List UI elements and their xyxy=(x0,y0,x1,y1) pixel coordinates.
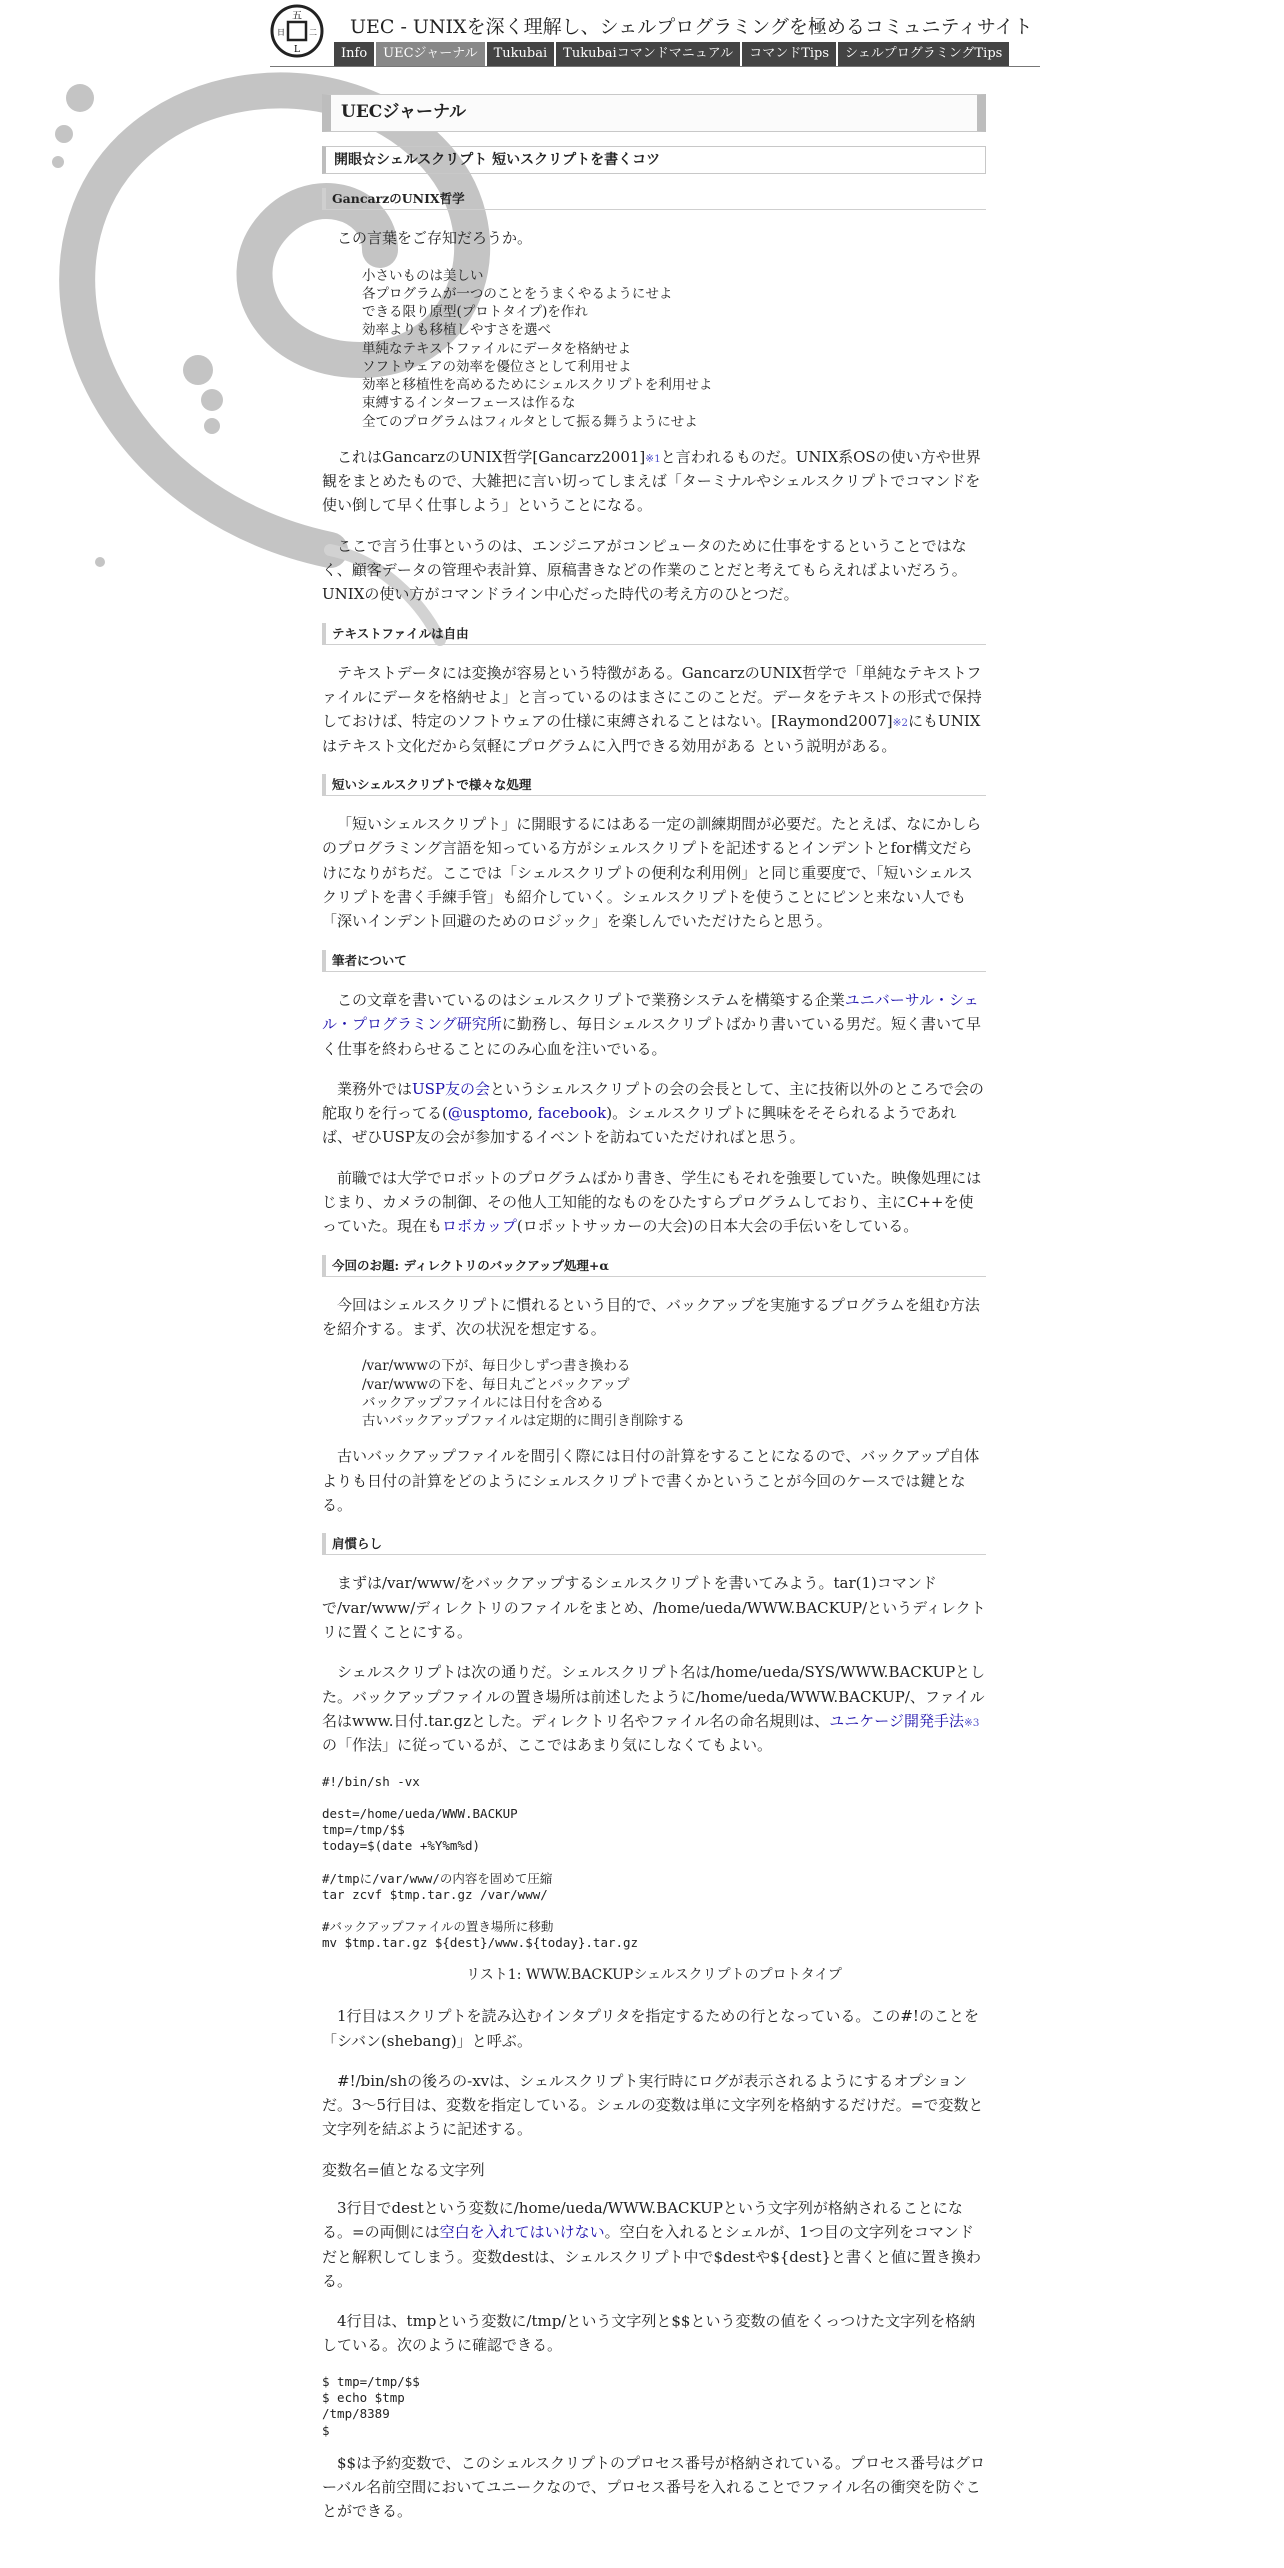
code-line: $ tmp=/tmp/$$ xyxy=(322,2373,420,2389)
situation-list xyxy=(362,1357,986,1430)
paragraph xyxy=(322,988,986,1061)
footnote-link[interactable]: ※1 xyxy=(645,452,661,465)
list-item: 単純なテキストファイルにデータを格納せよ xyxy=(362,340,632,357)
unicage-link[interactable]: ユニケージ開発手法 xyxy=(829,1711,964,1730)
section-heading: GancarzのUNIX哲学 xyxy=(322,188,986,210)
section-heading: テキストファイルは自由 xyxy=(322,623,986,645)
site-logo[interactable] xyxy=(270,4,324,58)
text: 前職では大学でロボットのプログラムばかり書き、学生にもそれを強要していた。映像処理にはじまり、カメラの制御、その他人工知能的なものをひたすらプログラムしており、主にC++を使っていた。現在も xyxy=(322,1168,982,1236)
usp-lab-link[interactable]: ユニバーサル・シェル・プログラミング研究所 xyxy=(322,990,979,1034)
section-heading: 今回のお題: ディレクトリのバックアップ処理+α xyxy=(322,1255,986,1277)
paragraph: 古いバックアップファイルを間引く際には日付の計算をすることになるので、バックアップ自体よりも日付の計算をどのようにシェルスクリプトで書くかということが今回のケースでは鍵となる。 xyxy=(322,1447,980,1514)
text: にもUNIXはテキスト文化だから気軽にプログラムに入門できる効用がある という説明がある。 xyxy=(322,712,981,755)
list-item: 効率よりも移植しやすさを選べ xyxy=(362,322,551,339)
paragraph xyxy=(322,1077,986,1150)
code-line: mv $tmp.tar.gz ${dest}/www.${today}.tar.gz xyxy=(322,1935,639,1951)
paragraph: 4行目は、tmpという変数に/tmp/という文字列と$$という変数の値をくっつけた文字列を格納している。次のように確認できる。 xyxy=(322,2312,976,2355)
header-divider xyxy=(270,66,1040,67)
paragraph xyxy=(322,445,986,518)
section-heading: 筆者について xyxy=(322,950,986,972)
philosophy-list xyxy=(362,267,986,431)
logo-glyph: 五 xyxy=(292,11,302,22)
paragraph: $$は予約変数で、このシェルスクリプトのプロセス番号が格納されている。プロセス番号はグローバル名前空間においてユニークなので、プロセス番号を入れることでファイル名の衝突を防ぐことができる。 xyxy=(322,2453,986,2521)
text: , xyxy=(528,1104,538,1123)
paragraph xyxy=(322,1166,986,1239)
robocup-link[interactable]: ロボカップ xyxy=(442,1217,517,1236)
logo-glyph: 二 xyxy=(309,28,317,37)
paragraph: 今回はシェルスクリプトに慣れるという目的で、バックアップを実施するプログラムを組む方法を紹介する。まず、次の状況を想定する。 xyxy=(322,1295,980,1339)
tab-command-tips[interactable]: コマンドTips xyxy=(742,42,836,66)
paragraph: この言葉をご存知だろうか。 xyxy=(337,229,533,248)
code-line: $ xyxy=(322,2422,330,2438)
code-line: /tmp/8389 xyxy=(322,2406,390,2422)
list-item: /var/wwwの下を、毎日丸ごとバックアップ xyxy=(362,1376,630,1393)
twitter-link[interactable]: @usptomo xyxy=(447,1104,529,1123)
code-listing xyxy=(322,1774,986,1952)
listing-caption: リスト1: WWW.BACKUPシェルスクリプトのプロトタイプ xyxy=(466,1966,842,1983)
swirl-dot xyxy=(55,125,73,143)
tab-tukubai[interactable]: Tukubai xyxy=(487,42,555,66)
logo-glyph: L xyxy=(294,45,300,55)
text: 。空白を入れるとシェルが、1つ目の文字列をコマンドだと解釈してしまう。変数destは、シェルスクリプト中で$destや${dest}と書くと値に置き換わる。 xyxy=(322,2223,982,2290)
main-nav xyxy=(334,42,1011,66)
text: )。シェルスクリプトに興味をそそられるようであれば、ぜひUSP友の会が参加するイベントを訪ねていただければと思う。 xyxy=(322,1104,957,1147)
footnote-link[interactable]: ※2 xyxy=(892,717,909,730)
text: この文章を書いているのはシェルスクリプトで業務システムを構築する企業 xyxy=(337,990,845,1009)
code-line: $ echo $tmp xyxy=(322,2390,405,2406)
swirl-dot xyxy=(183,355,213,385)
no-space-link[interactable]: 空白を入れてはいけない xyxy=(439,2223,605,2242)
swirl-dot xyxy=(201,389,223,411)
tab-shell-tips[interactable]: シェルプログラミングTips xyxy=(838,42,1009,66)
paragraph: まずは/var/www/をバックアップするシェルスクリプトを書いてみよう。tar(1)コマンドで/var/www/ディレクトリのファイルをまとめ、/home/ueda/WWW.BACKUP/というディレクトリに置くことにする。 xyxy=(322,1574,986,1642)
site-title[interactable]: UEC - UNIXを深く理解し、シェルプログラミングを極めるコミュニティサイト xyxy=(350,16,1033,38)
swirl-dot xyxy=(95,557,105,567)
code-line: dest=/home/ueda/WWW.BACKUP xyxy=(322,1805,518,1821)
list-item: 効率と移植性を高めるためにシェルスクリプトを利用せよ xyxy=(362,377,713,394)
code-line: #!/bin/sh -vx xyxy=(322,1773,420,1789)
section-heading: 肩慣らし xyxy=(322,1533,986,1555)
list-item: 古いバックアップファイルは定期的に間引き削除する xyxy=(362,1413,685,1430)
paragraph xyxy=(322,2196,986,2293)
text: というシェルスクリプトの会の会長として、主に技術以外のところで会の舵取りを行ってる( xyxy=(322,1079,984,1123)
paragraph xyxy=(322,1660,986,1757)
text: 3行目でdestという変数に/home/ueda/WWW.BACKUPという文字列が格納されることになる。=の両側には xyxy=(322,2198,963,2242)
facebook-link[interactable]: facebook xyxy=(537,1104,607,1123)
paragraph: ここで言う仕事というのは、エンジニアがコンピュータのために仕事をするということではなく、顧客データの管理や表計算、原稿書きなどの作業のことだと考えてもらえればよいだろう。UNIXの使い方がコマンドライン中心だった時代の考え方のひとつだ。 xyxy=(322,536,967,604)
tab-tukubai-manual[interactable]: Tukubaiコマンドマニュアル xyxy=(556,42,740,66)
journal-title: UECジャーナル xyxy=(322,94,986,132)
text: の「作法」に従っているが、ここではあまり気にしなくてもよい。 xyxy=(322,1736,773,1755)
swirl-dot xyxy=(66,84,94,112)
list-item: 全てのプログラムはフィルタとして振る舞うようにせよ xyxy=(362,413,698,430)
article-content xyxy=(322,94,986,2540)
tab-info[interactable]: Info xyxy=(334,42,374,66)
terminal-listing xyxy=(322,2374,986,2439)
list-item: /var/wwwの下が、毎日少しずつ書き換わる xyxy=(362,1358,631,1375)
text: に勤務し、毎日シェルスクリプトばかり書いている男だ。短く書いて早く仕事を終わらせることにのみ心血を注いでいる。 xyxy=(322,1015,981,1058)
paragraph: 「短いシェルスクリプト」に開眼するにはある一定の訓練期間が必要だ。たとえば、なにかしらのプログラミング言語を知っている方がシェルスクリプトを記述するとインデントとfor構文だらけになりがちだ。ここでは「シェルスクリプトの便利な利用例」と同じ重要度で、「短いシェルスクリプトを書く手練手管」も紹介していく。シェルスクリプトを使うことにピンと来ない人でも「深いインデント回避のためのロジック」を楽しんでいただけたらと思う。 xyxy=(322,815,982,931)
paragraph: #!/bin/shの後ろの-xvは、シェルスクリプト実行時にログが表示されるようにするオプションだ。3～5行目は、変数を指定している。シェルの変数は単に文字列を格納するだけだ。=で変数と文字列を結ぶように記述する。 xyxy=(322,2071,984,2139)
list-item: 束縛するインターフェースは作るな xyxy=(362,395,576,412)
footnote-link[interactable]: ※3 xyxy=(963,1716,980,1729)
list-item: 各プログラムが一つのことをうまくやるようにせよ xyxy=(362,285,673,302)
swirl-dot xyxy=(52,156,64,168)
text: テキストデータには変換が容易という特徴がある。GancarzのUNIX哲学で「単純なテキストファイルにデータを格納せよ」と言っているのはまさにこのことだ。データをテキストの形式で保持しておけば、特定のソフトウェアの仕様に束縛されることはない。[Raymond2007] xyxy=(322,663,982,731)
code-line: tmp=/tmp/$$ xyxy=(322,1822,405,1838)
code-line: #/tmpに/var/www/の内容を固めて圧縮 xyxy=(322,1870,553,1886)
section-heading: 短いシェルスクリプトで様々な処理 xyxy=(322,774,986,796)
logo-glyph: 日 xyxy=(277,28,285,37)
code-line: today=$(date +%Y%m%d) xyxy=(322,1838,481,1854)
list-item: バックアップファイルには日付を含める xyxy=(362,1394,604,1411)
paragraph: 1行目はスクリプトを読み込むインタプリタを指定するための行となっている。この#!のことを「シバン(shebang)」と呼ぶ。 xyxy=(322,2007,979,2050)
code-line: tar zcvf $tmp.tar.gz /var/www/ xyxy=(322,1886,548,1902)
site-header xyxy=(270,4,1040,64)
text: シェルスクリプトは次の通りだ。シェルスクリプト名は/home/ueda/SYS/WWW.BACKUPとした。バックアップファイルの置き場所は前述したように/home/ueda/WWW.BACKUP/、ファイル名はwww.日付.tar.gzとした。ディレクトリ名やファイル名の命名規則は、 xyxy=(322,1663,986,1730)
text: これはGancarzのUNIX哲学[Gancarz2001] xyxy=(337,447,646,466)
usp-tomo-link[interactable]: USP友の会 xyxy=(412,1079,491,1098)
syntax-line: 変数名=値となる文字列 xyxy=(322,2160,485,2179)
list-item: 小さいものは美しい xyxy=(362,267,484,284)
code-line: #バックアップファイルの置き場所に移動 xyxy=(322,1919,554,1935)
paragraph xyxy=(322,661,986,758)
swirl-dot xyxy=(204,418,220,434)
list-item: できる限り原型(プロトタイプ)を作れ xyxy=(362,304,588,321)
text: と言われるものだ。UNIX系OSの使い方や世界観をまとめたもので、大雑把に言い切ってしまえば「ターミナルやシェルスクリプトでコマンドを使い倒して早く仕事しよう」ということになる。 xyxy=(322,447,981,515)
list-item: ソフトウェアの効率を優位さとして利用せよ xyxy=(362,358,632,375)
text: (ロボットサッカーの大会)の日本大会の手伝いをしている。 xyxy=(516,1217,919,1236)
text: 業務外では xyxy=(337,1079,413,1098)
tab-uec-journal[interactable]: UECジャーナル xyxy=(376,42,484,66)
article-title: 開眼☆シェルスクリプト 短いスクリプトを書くコツ xyxy=(322,146,986,175)
